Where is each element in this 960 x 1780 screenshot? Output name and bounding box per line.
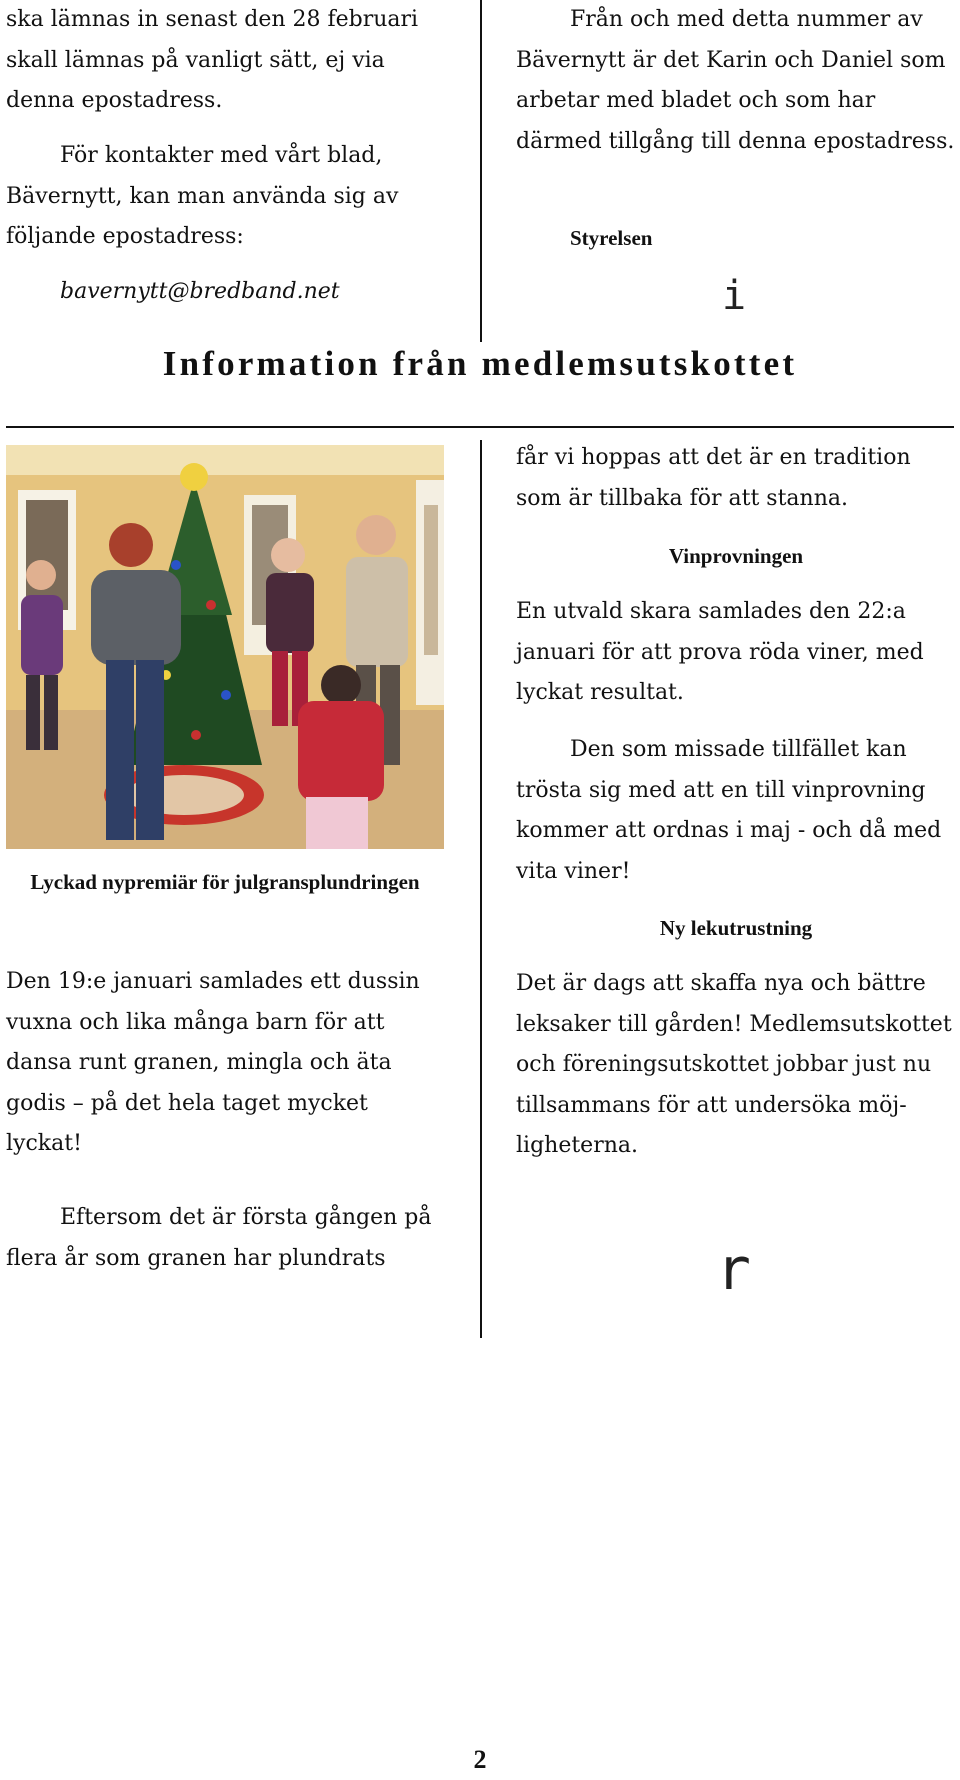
vinprovning-paragraph-2: Den som missade tillfället kan trösta sig med att en till vinprovning kommer att ordnas i maj - och då med vita viner!	[516, 737, 942, 884]
top-column-divider	[480, 0, 482, 342]
heading-vinprovningen: Vinprovningen	[668, 544, 804, 568]
top-left-paragraph-2: För kontakter med vårt blad, Bävernytt, kan man använda sig av följande epostadress:	[6, 143, 399, 249]
main-column-divider	[480, 440, 482, 1338]
christmas-party-photo	[6, 445, 444, 849]
left-article-heading: Lyckad nypremiär för julgransplundringen	[30, 870, 420, 894]
section-title: Information från medlemsutskottet	[162, 344, 798, 383]
top-right-paragraph-1: Från och med detta nummer av Bävernytt är det Karin och Daniel som arbetar med bladet och som har därmed tillgång till denna epostadress.	[516, 7, 955, 154]
signature-styrelsen: Styrelsen	[570, 226, 653, 250]
heading-ny-lekutrustning: Ny lekutrustning	[659, 916, 813, 940]
right-continued-paragraph: får vi hoppas att det är en tradition som är tillbaka för att stanna.	[516, 445, 911, 511]
section-rule	[6, 426, 954, 428]
photo-illustration	[6, 445, 444, 849]
ornament-glyph-r: r	[716, 1235, 751, 1303]
left-article-paragraph-1: Den 19:e januari samlades ett dussin vuxna och lika många barn för att dansa runt granen, mingla och äta godis – på det hela taget mycket lyckat!	[6, 969, 420, 1156]
left-article-paragraph-2: Eftersom det är första gången på flera år som granen har plundrats	[6, 1205, 432, 1271]
contact-email[interactable]: bavernytt@bredband.net	[60, 279, 340, 304]
vinprovning-paragraph-1: En utvald skara samlades den 22:a januari för att prova röda viner, med lyckat resultat.	[516, 599, 924, 705]
lekutrustning-paragraph: Det är dags att skaffa nya och bättre leksaker till gården! Medlemsutskottet och föreningsutskottet jobbar just nu tillsammans för att undersöka möj-ligheterna.	[516, 971, 952, 1158]
page-number: 2	[473, 1745, 487, 1774]
top-left-paragraph-1: ska lämnas in senast den 28 februari skall lämnas på vanligt sätt, ej via denna epostadress.	[6, 7, 419, 113]
ornament-glyph-i: i	[722, 273, 747, 319]
